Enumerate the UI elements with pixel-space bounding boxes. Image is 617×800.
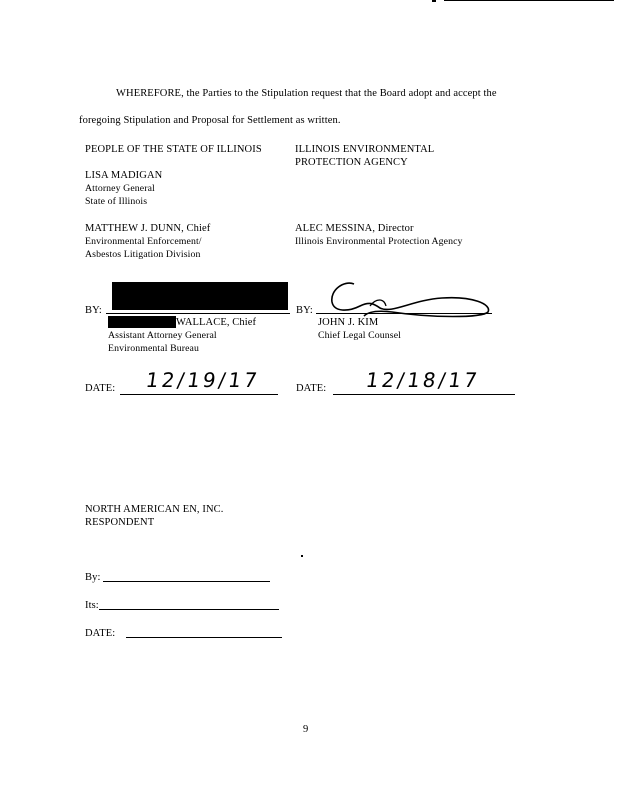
respondent-its-line (99, 609, 279, 610)
right-director-title: Illinois Environmental Protection Agency (295, 236, 463, 247)
left-chief-title-1: Environmental Enforcement/ (85, 236, 202, 247)
paragraph-line-2: foregoing Stipulation and Proposal for Settlement as written. (79, 115, 341, 126)
left-official-title-1: Attorney General (85, 183, 155, 194)
right-signer-title: Chief Legal Counsel (318, 330, 401, 341)
left-signature-line (106, 313, 290, 314)
left-signer-title-2: Environmental Bureau (108, 343, 199, 354)
header-mark (432, 0, 436, 2)
redaction-block (112, 282, 288, 310)
right-director-name: ALEC MESSINA, Director (295, 223, 414, 234)
left-date-line (120, 394, 278, 395)
header-rule (444, 0, 614, 1)
respondent-by-line (103, 581, 270, 582)
respondent-its-label: Its: (85, 600, 99, 611)
redaction-name (108, 316, 176, 328)
left-date-handwritten: 12/19/17 (144, 368, 262, 392)
left-signer-name: WALLACE, Chief (176, 317, 257, 328)
right-party-name-1: ILLINOIS ENVIRONMENTAL (295, 144, 435, 155)
respondent-date-label: DATE: (85, 628, 116, 639)
respondent-role: RESPONDENT (85, 517, 155, 528)
left-official-title-2: State of Illinois (85, 196, 148, 207)
right-date-handwritten: 12/18/17 (364, 368, 482, 392)
stray-dot (301, 555, 303, 557)
right-signer-name: JOHN J. KIM (318, 317, 379, 328)
left-chief-title-2: Asbestos Litigation Division (85, 249, 201, 260)
right-date-line (333, 394, 515, 395)
left-by-label: BY: (85, 305, 102, 316)
left-official-name: LISA MADIGAN (85, 170, 163, 181)
left-party-name: PEOPLE OF THE STATE OF ILLINOIS (85, 144, 262, 155)
left-date-label: DATE: (85, 383, 116, 394)
right-by-label: BY: (296, 305, 313, 316)
left-chief-name: MATTHEW J. DUNN, Chief (85, 223, 211, 234)
right-date-label: DATE: (296, 383, 327, 394)
respondent-by-label: By: (85, 572, 101, 583)
respondent-date-line (126, 637, 282, 638)
page-number: 9 (303, 724, 309, 735)
paragraph-line-1: WHEREFORE, the Parties to the Stipulation request that the Board adopt and accept the (116, 88, 497, 99)
left-signer-title-1: Assistant Attorney General (108, 330, 217, 341)
respondent-name: NORTH AMERICAN EN, INC. (85, 504, 224, 515)
right-party-name-2: PROTECTION AGENCY (295, 157, 408, 168)
